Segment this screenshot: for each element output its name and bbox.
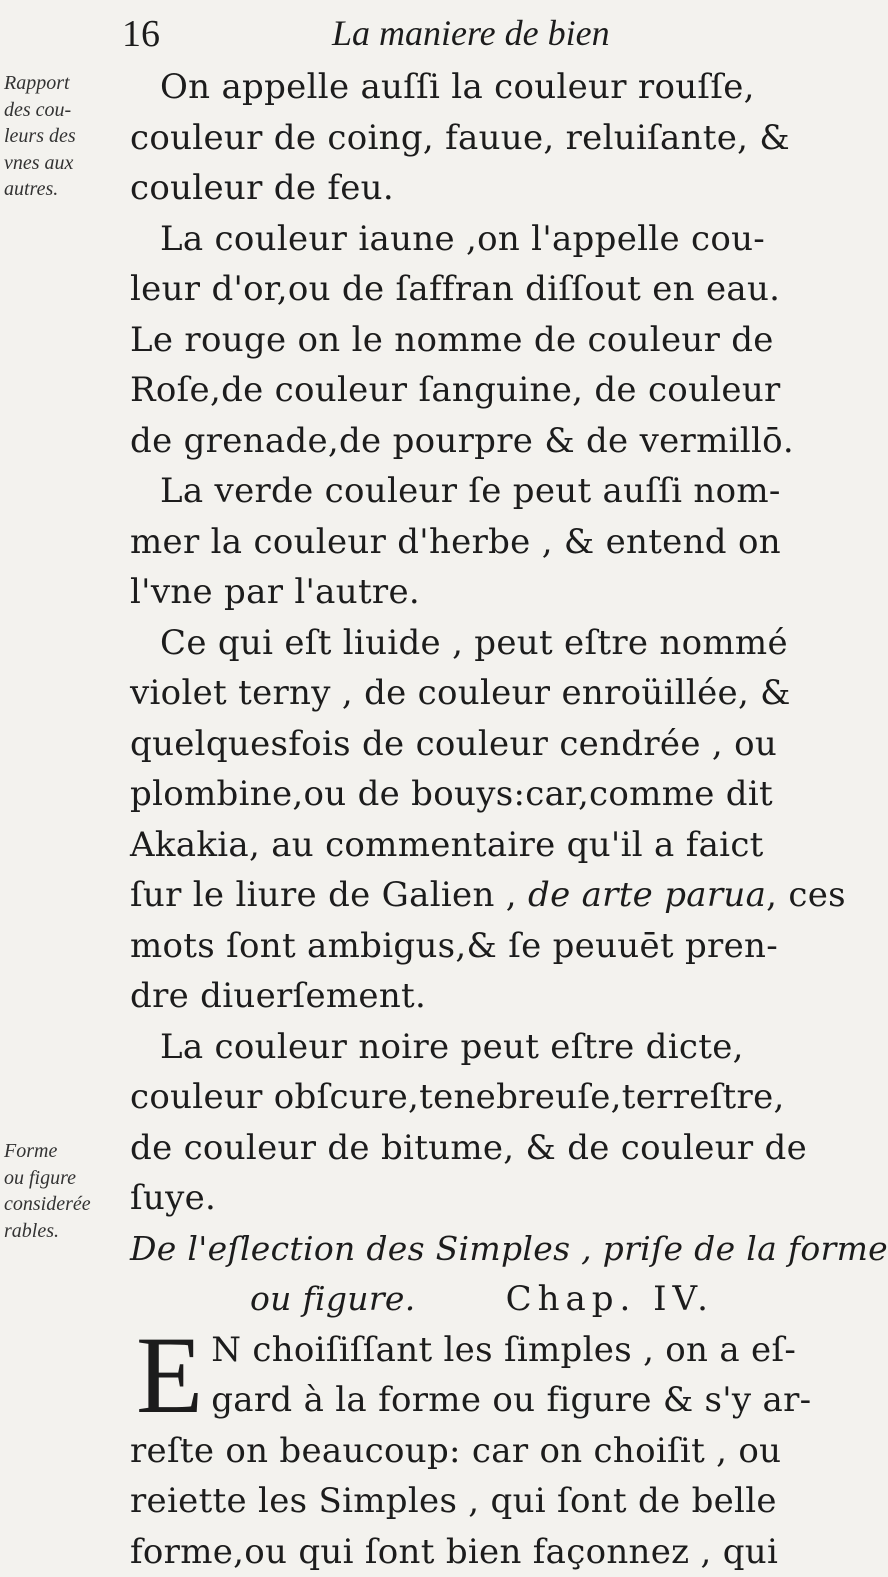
text-line (130, 870, 772, 921)
margin-note-rapport (4, 70, 122, 203)
text-line: violet terny , de couleur enroüillée, & (130, 668, 772, 719)
text-line: La couleur iaune ,on l'appelle cou- (130, 214, 772, 265)
text-line: reiette les Simples , qui ſont de belle (130, 1476, 772, 1527)
text-line: Akakia, au commentaire qu'il a faict (130, 820, 772, 871)
text-line: de grenade,de pourpre & de vermillō. (130, 416, 772, 467)
text-line: Le rouge on le nomme de couleur de (130, 315, 772, 366)
margin-line: ou figure (4, 1165, 122, 1192)
margin-line: Forme (4, 1138, 122, 1165)
text-line: On appelle auſſi la couleur rouſſe, (130, 62, 772, 113)
text-line: N choiſiſſant les ſimples , on a eſ- (130, 1325, 772, 1376)
margin-line: rables. (4, 1218, 122, 1245)
text-run: ſur le liure de Galien , (130, 875, 517, 915)
margin-line: vnes aux (4, 150, 122, 177)
text-run: , ces (766, 875, 846, 915)
text-line: couleur de coing, fauue, reluiſante, & (130, 113, 772, 164)
text-line: mots ſont ambigus,& ſe peuuēt pren- (130, 921, 772, 972)
section-heading: De l'eſlection des Simples , priſe de la forme (130, 1224, 772, 1275)
page-number: 16 (122, 12, 160, 56)
text-line: Roſe,de couleur ſanguine, de couleur (130, 365, 772, 416)
running-title: La maniere de bien (332, 12, 610, 54)
text-line: gard à la forme ou figure & s'y ar- (130, 1375, 772, 1426)
heading-line (130, 1274, 772, 1325)
margin-note-forme (4, 1138, 122, 1244)
margin-line: des cou- (4, 97, 122, 124)
text-line: l'vne par l'autre. (130, 567, 772, 618)
text-line: Ce qui eſt liuide , peut eſtre nommé (130, 618, 772, 669)
text-line: reſte on beaucoup: car on choiſit , ou (130, 1426, 772, 1477)
text-line: couleur obſcure,tenebreuſe,terreſtre, (130, 1072, 772, 1123)
text-line: quelquesfois de couleur cendrée , ou (130, 719, 772, 770)
text-line: couleur de feu. (130, 163, 772, 214)
text-line: plombine,ou de bouys:car,comme dit (130, 769, 772, 820)
chapter-label: Chap. IV. (416, 1279, 714, 1319)
drop-cap: E (136, 1329, 203, 1421)
text-line: La verde couleur ſe peut auſſi nom- (130, 466, 772, 517)
margin-line: Rapport (4, 70, 122, 97)
body-text (130, 62, 772, 1577)
text-line: forme,ou qui ſont bien façonnez , qui (130, 1527, 772, 1577)
text-line: de couleur de bitume, & de couleur de (130, 1123, 772, 1174)
margin-line: considerée (4, 1191, 122, 1218)
text-line: La couleur noire peut eſtre dicte, (130, 1022, 772, 1073)
galen-title: de arte parua (528, 875, 766, 915)
margin-line: autres. (4, 176, 122, 203)
text-line: dre diuerſement. (130, 971, 772, 1022)
chapter-body (130, 1325, 772, 1577)
margin-line: leurs des (4, 123, 122, 150)
text-line: ſuye. (130, 1173, 772, 1224)
text-line: leur d'or,ou de ſaffran diſſout en eau. (130, 264, 772, 315)
text-line: mer la couleur d'herbe , & entend on (130, 517, 772, 568)
page-header (0, 6, 800, 66)
section-heading-2: ou figure. (130, 1279, 416, 1318)
